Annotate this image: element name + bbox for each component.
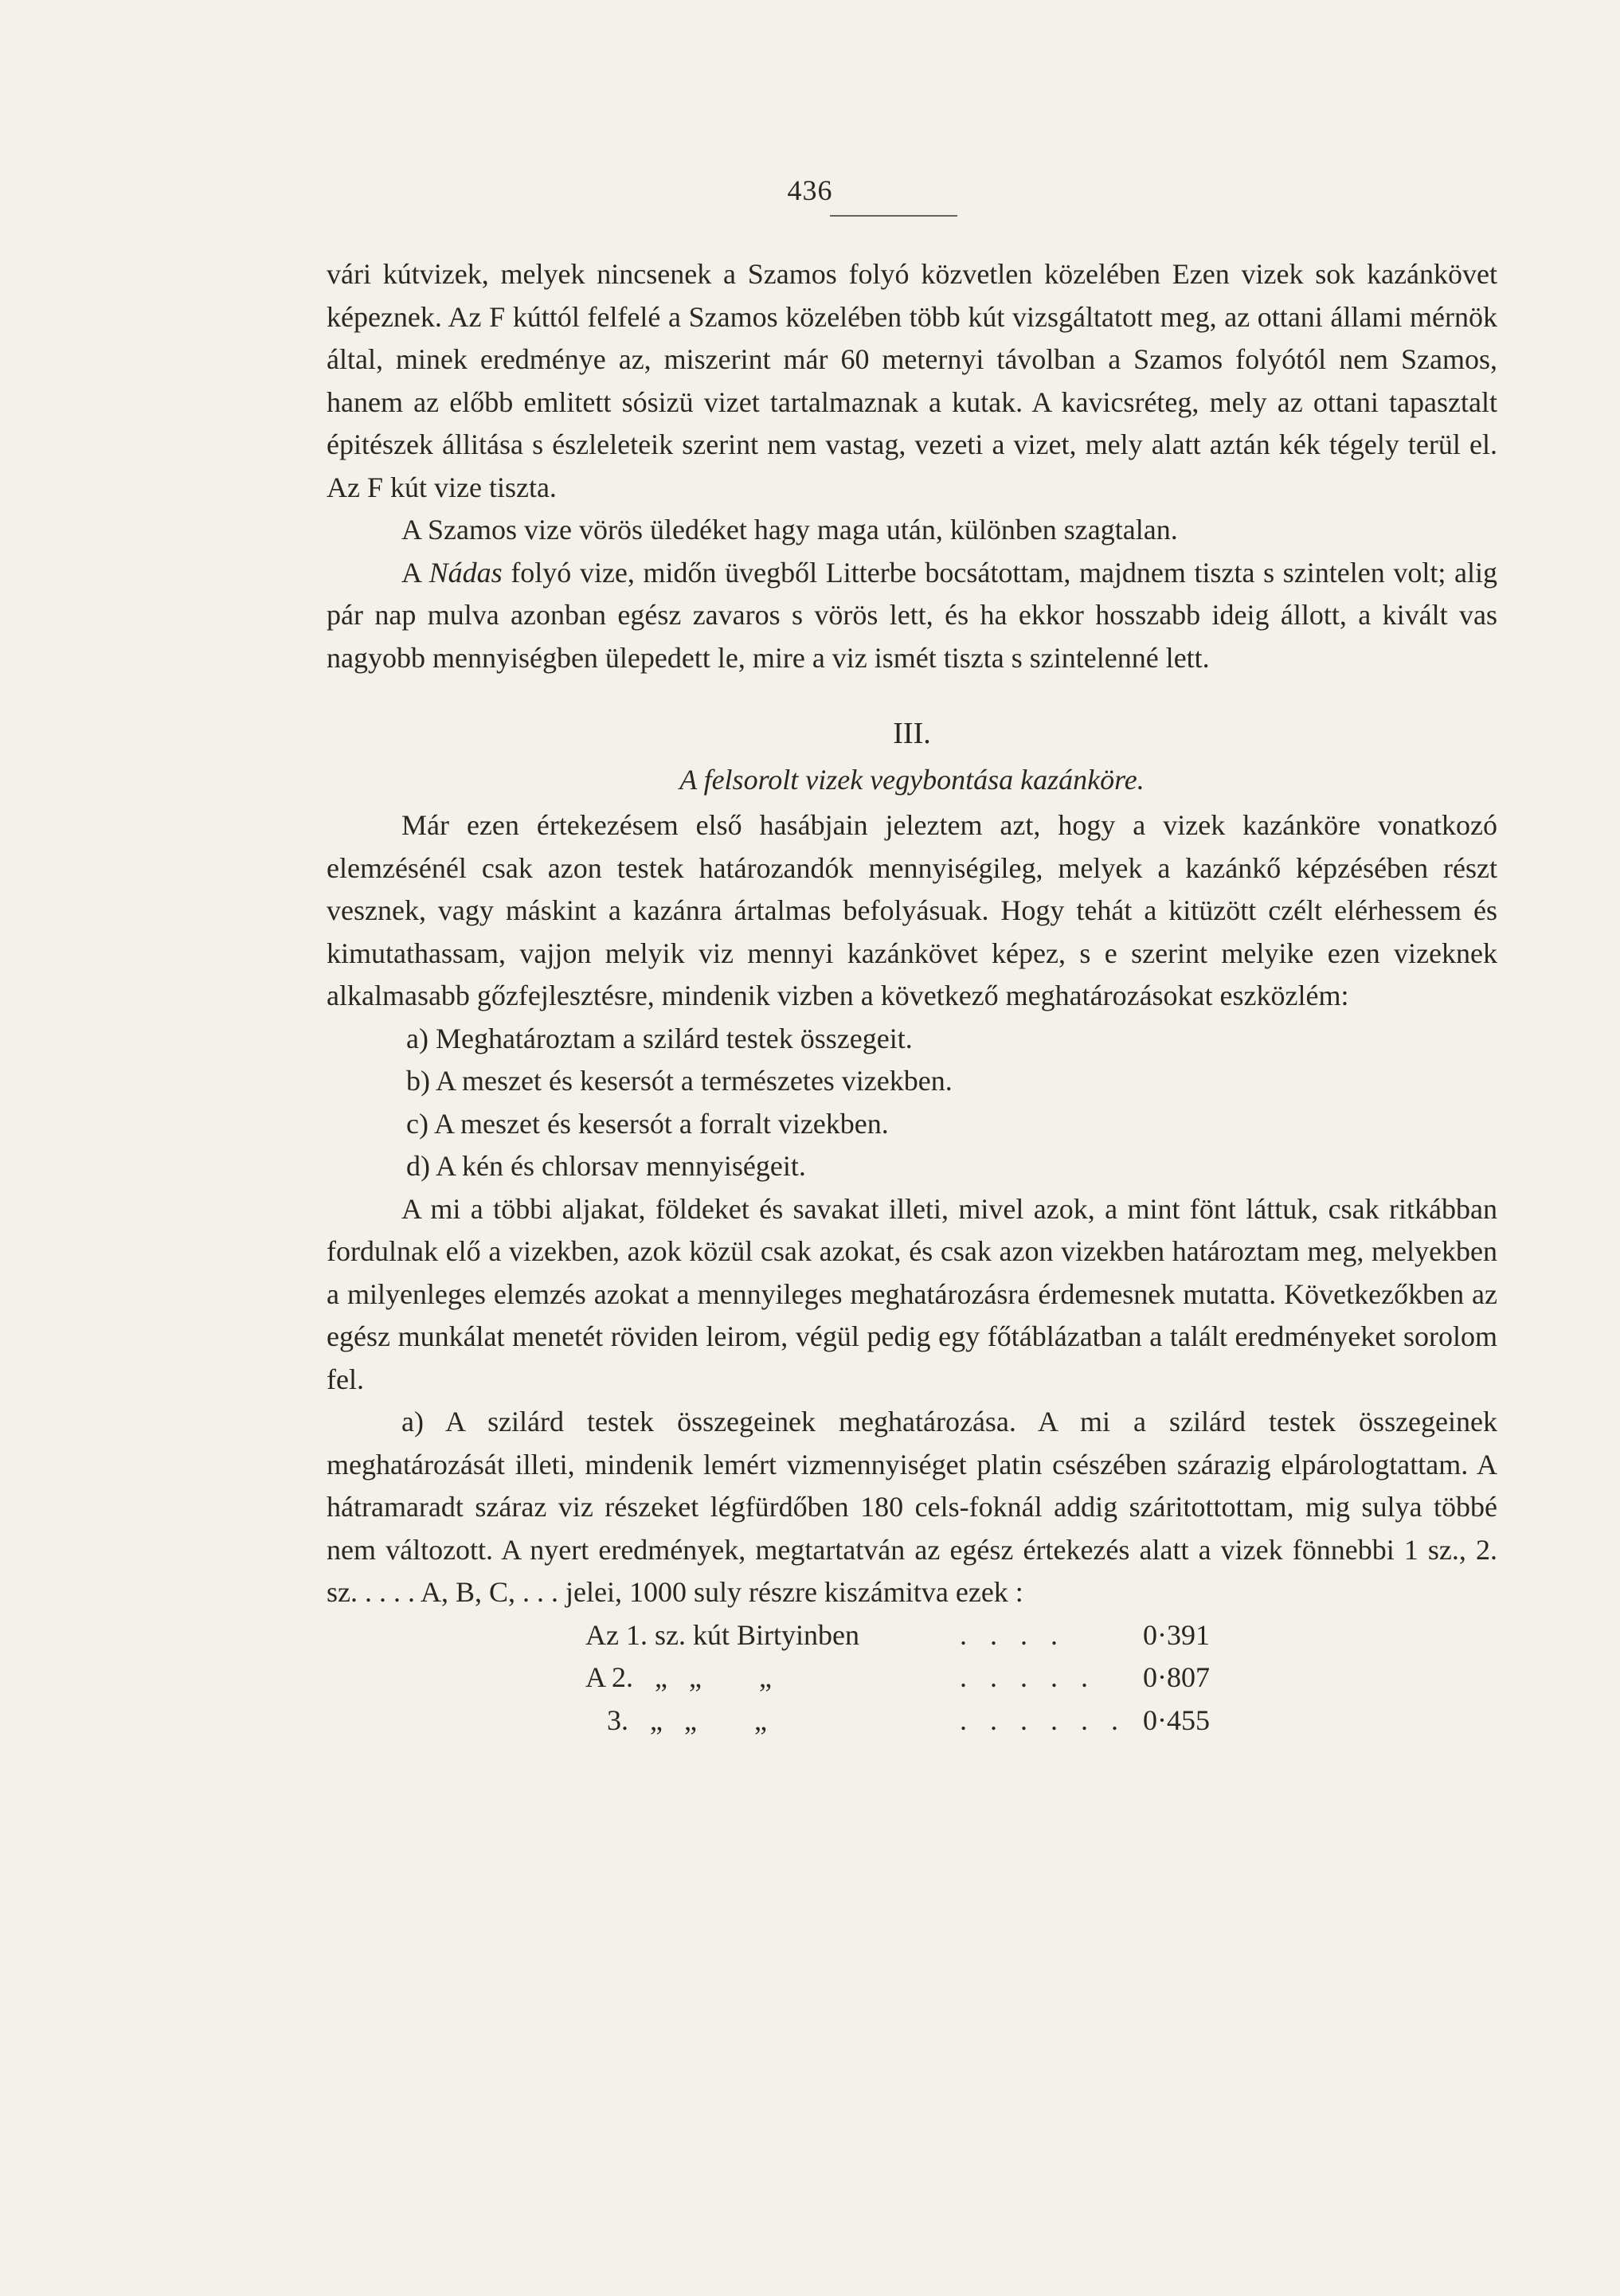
nadas-rest: folyó vize, midőn üvegből Litterbe bocsátottam, majdnem tiszta s szintelen volt; alig pár nap mulva azonban egész zavaros s vörös lett, és ha ekkor hosszabb ideig állott, a kivált vas nagyobb mennyiségben ülepedett le, mire a viz ismét tiszta s szintelenné lett. (327, 556, 1498, 674)
section-title: A felsorolt vizek vegybontása kazánköre. (679, 763, 1145, 796)
results-list (327, 1614, 1497, 1743)
result-label: 3. „ „ „ (585, 1703, 767, 1736)
list-item: d) A kén és chlorsav mennyiségeit. (406, 1150, 806, 1182)
result-label: Az 1. sz. kút Birtyinben (585, 1618, 859, 1651)
result-row (327, 1656, 1620, 1700)
section-numeral: III. (893, 717, 931, 750)
paragraph-wells: vári kútvizek, melyek nincsenek a Szamos folyó közvetlen közelében Ezen vizek sok kazánkövet képeznek. Az F kúttól felfelé a Szamos közelében több kút vizsgáltatott meg, az ottani állami mérnök által, minek eredménye az, miszerint már 60 meternyi távolban a Szamos folyótól nem Szamos, hanem az előbb emlitett sósizü vizet tartalmaznak a kutak. A kavicsréteg, mely az ottani tapasztalt épitészek állitása s észleleteik szerint nem vastag, vezeti a vizet, mely alatt aztán kék tégely terül el. Az F kút vize tiszta. (327, 258, 1497, 503)
paragraph-other: A mi a többi aljakat, földeket és savakat illeti, mivel azok, a mint fönt láttuk, csak ritkábban fordulnak elő a vizekben, azok közül csak azokat, és csak azon vizekben határoztam meg, melyekben a milyenleges elemzés azokat a mennyileges meghatározásra érdemesnek mutatta. Következőkben az egész munkálat menetét röviden leirom, végül pedig egy főtáblázatban a talált eredményeket sorolom fel. (327, 1192, 1497, 1395)
paragraph-intro: Már ezen értekezésem első hasábjain jeleztem azt, hogy a vizek kazánköre vonatkozó elemzésénél csak azon testek határozandók mennyiségileg, melyek a kazánkő képzésében részt vesznek, vagy máskint a kazánra ártalmas befolyásuak. Hogy tehát a kitüzött czélt elérhessem és kimutathassam, vajjon melyik viz mennyi kazánkövet képez, s e szerint melyike ezen vizeknek alkalmasabb gőzfejlesztésre, mindenik vizben a következő meghatározásokat eszközlém: (327, 809, 1497, 1011)
page-number-rule (830, 215, 957, 217)
nadas-italic: Nádas (428, 556, 503, 589)
paragraph-solids: a) A szilárd testek összegeinek meghatározása. A mi a szilárd testek összegeinek meghatározását illeti, mindenik lemért vizmennyiséget platin csészében szárazig elpárologtattam. A hátramaradt száraz viz részeket légfürdőben 180 cels-foknál addig száritottottam, mig sulya többé nem változott. A nyert eredmények, megtartatván az egész értekezés alatt a vizek fönnebbi 1 sz., 2. sz. . . . . A, B, C, . . . jelei, 1000 suly részre kiszámitva ezek : (327, 1406, 1497, 1608)
paragraph-szamos: A Szamos vize vörös üledéket hagy maga után, különben szagtalan. (401, 514, 1178, 546)
list-item: c) A meszet és kesersót a forralt vizekben. (406, 1107, 889, 1140)
result-value: 0·455 (1143, 1703, 1210, 1736)
page-number: 436 (787, 174, 833, 206)
page-body (327, 253, 1497, 1742)
list-item: a) Meghatároztam a szilárd testek összegeit. (406, 1022, 913, 1054)
result-value: 0·807 (1143, 1661, 1210, 1693)
result-row (327, 1700, 1620, 1743)
nadas-lead: A (401, 556, 429, 589)
result-leader: . . . . . . (960, 1703, 1126, 1736)
result-row (327, 1614, 1620, 1657)
result-leader: . . . . (960, 1618, 1066, 1651)
result-leader: . . . . . (960, 1661, 1096, 1693)
result-label: A 2. „ „ „ (585, 1661, 772, 1693)
list-item: b) A meszet és kesersót a természetes vizekben. (406, 1065, 953, 1097)
paragraph-nadas (327, 552, 1497, 680)
result-value: 0·391 (1143, 1618, 1210, 1651)
